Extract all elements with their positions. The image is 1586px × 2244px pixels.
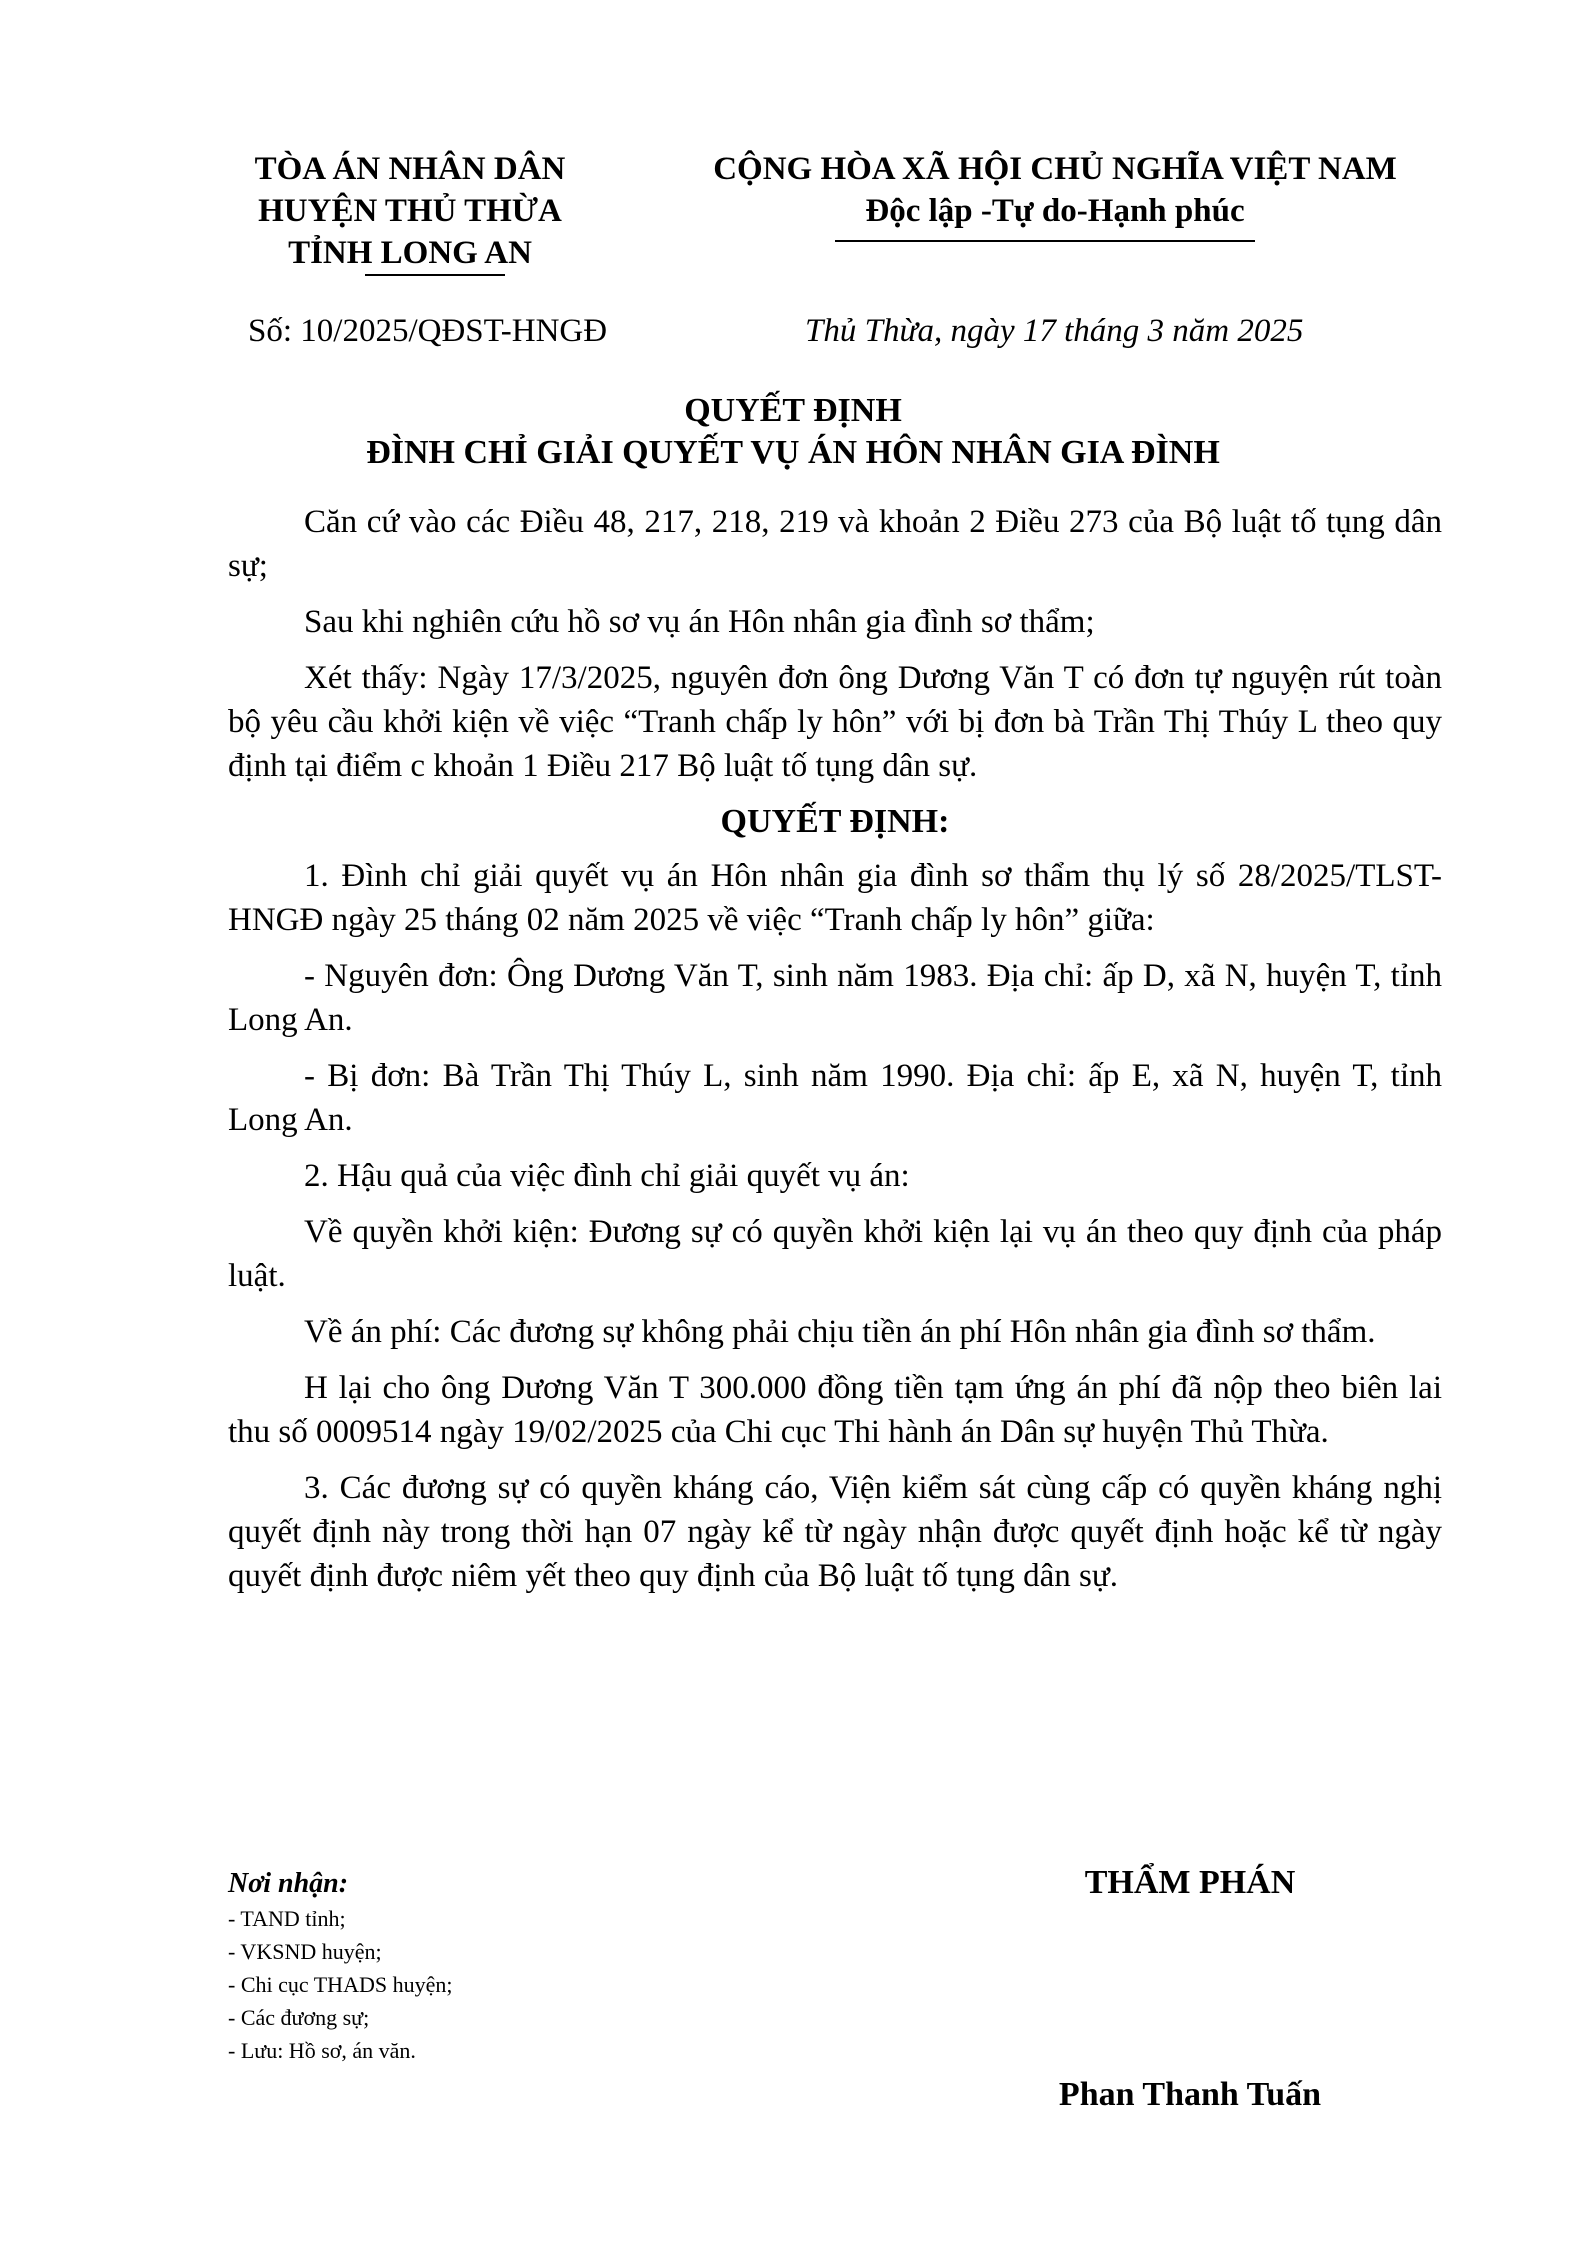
court-header: [214, 148, 606, 274]
document-title: QUYẾT ĐỊNH: [684, 392, 902, 429]
court-name-line-3: TỈNH LONG AN: [288, 235, 532, 271]
decision-paragraph: 3. Các đương sự có quyền kháng cáo, Viện kiểm sát cùng cấp có quyền kháng nghị quyết định này trong thời hạn 07 ngày kể từ ngày nhận được quyết định hoặc kể từ ngày quyết định được niêm yết theo quy định của Bộ luật tố tụng dân sự.: [228, 1470, 1442, 1594]
national-motto-underline: [835, 240, 1255, 242]
recipient-item: - VKSND huyện;: [228, 1939, 382, 1964]
decision-paragraph: - Nguyên đơn: Ông Dương Văn T, sinh năm 1983. Địa chỉ: ấp D, xã N, huyện T, tỉnh Long An.: [228, 958, 1442, 1038]
recipients-heading: Nơi nhận:: [228, 1868, 349, 1899]
court-name-line-1: TÒA ÁN NHÂN DÂN: [254, 151, 566, 187]
recipient-item: - Chi cục THADS huyện;: [228, 1972, 453, 1997]
national-header: [660, 148, 1450, 232]
national-motto: Độc lập -Tự do-Hạnh phúc: [865, 193, 1245, 229]
decision-paragraph: Về quyền khởi kiện: Đương sự có quyền khởi kiện lại vụ án theo quy định của pháp luật.: [228, 1214, 1442, 1294]
document-body: [228, 500, 1442, 1610]
decision-paragraph: Về án phí: Các đương sự không phải chịu tiền án phí Hôn nhân gia đình sơ thẩm.: [304, 1314, 1376, 1350]
signature-name: Phan Thanh Tuấn: [1058, 2076, 1322, 2113]
court-header-underline: [365, 274, 505, 276]
decision-paragraph: - Bị đơn: Bà Trần Thị Thúy L, sinh năm 1990. Địa chỉ: ấp E, xã N, huyện T, tỉnh Long An.: [228, 1058, 1442, 1138]
preamble-paragraph: Căn cứ vào các Điều 48, 217, 218, 219 và khoản 2 Điều 273 của Bộ luật tố tụng dân sự;: [228, 504, 1442, 584]
signature-title: THẨM PHÁN: [1084, 1864, 1296, 1901]
decision-paragraph: H lại cho ông Dương Văn T 300.000 đồng tiền tạm ứng án phí đã nộp theo biên lai thu số 0009514 ngày 19/02/2025 của Chi cục Thi hành án Dân sự huyện Thủ Thừa.: [228, 1370, 1442, 1450]
preamble-paragraph: Xét thấy: Ngày 17/3/2025, nguyên đơn ông Dương Văn T có đơn tự nguyện rút toàn bộ yêu cầu khởi kiện về việc “Tranh chấp ly hôn” với bị đơn bà Trần Thị Thúy L theo quy định tại điểm c khoản 1 Điều 217 Bộ luật tố tụng dân sự.: [228, 660, 1442, 784]
decision-heading: QUYẾT ĐỊNH:: [720, 803, 950, 840]
decision-date: Thủ Thừa, ngày 17 tháng 3 năm 2025: [805, 313, 1304, 349]
preamble-paragraph: Sau khi nghiên cứu hồ sơ vụ án Hôn nhân gia đình sơ thẩm;: [304, 604, 1095, 640]
decision-number: Số: 10/2025/QĐST-HNGĐ: [248, 313, 608, 349]
court-name-line-2: HUYỆN THỦ THỪA: [258, 193, 562, 229]
recipient-item: - Các đương sự;: [228, 2005, 370, 2030]
decision-paragraph: 2. Hậu quả của việc đình chỉ giải quyết vụ án:: [304, 1158, 910, 1194]
recipient-item: - TAND tỉnh;: [228, 1906, 346, 1931]
national-title: CỘNG HÒA XÃ HỘI CHỦ NGHĨA VIỆT NAM: [713, 151, 1397, 187]
recipients-block: [228, 1866, 648, 2067]
decision-paragraph: 1. Đình chỉ giải quyết vụ án Hôn nhân gia đình sơ thẩm thụ lý số 28/2025/TLST- HNGĐ ngày 25 tháng 02 năm 2025 về việc “Tranh chấp ly hôn” giữa:: [228, 858, 1442, 938]
recipient-item: - Lưu: Hồ sơ, án văn.: [228, 2038, 416, 2063]
document-subtitle: ĐÌNH CHỈ GIẢI QUYẾT VỤ ÁN HÔN NHÂN GIA ĐÌNH: [366, 434, 1220, 471]
